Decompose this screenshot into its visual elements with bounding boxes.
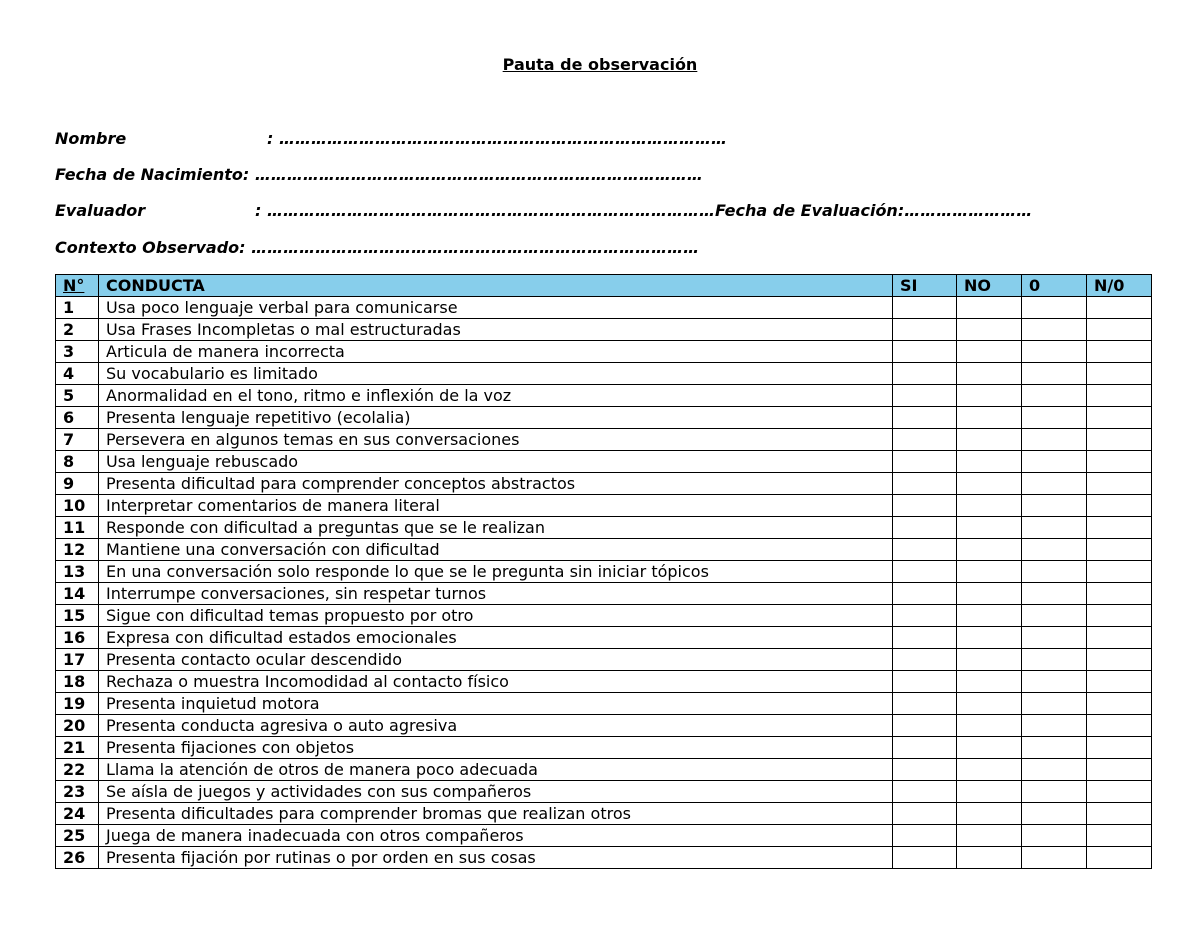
row-check-si[interactable] bbox=[893, 429, 957, 451]
field-evaluador-sep: : bbox=[255, 201, 262, 220]
row-check-si[interactable] bbox=[893, 319, 957, 341]
row-check-si[interactable] bbox=[893, 693, 957, 715]
row-check-0[interactable] bbox=[1022, 803, 1087, 825]
row-check-si[interactable] bbox=[893, 341, 957, 363]
row-check-0[interactable] bbox=[1022, 715, 1087, 737]
field-evaluador-dots[interactable]: ………………………………………………………………………… bbox=[266, 201, 715, 220]
row-check-si[interactable] bbox=[893, 715, 957, 737]
row-check-no[interactable] bbox=[957, 363, 1022, 385]
table-row bbox=[56, 649, 1152, 671]
row-check-0[interactable] bbox=[1022, 693, 1087, 715]
row-check-no[interactable] bbox=[957, 429, 1022, 451]
row-check-no[interactable] bbox=[957, 451, 1022, 473]
row-check-no[interactable] bbox=[957, 825, 1022, 847]
table-row bbox=[56, 495, 1152, 517]
header-n0: N/0 bbox=[1087, 275, 1152, 297]
row-number: 13 bbox=[56, 561, 99, 583]
row-conducta: Sigue con dificultad temas propuesto por otro bbox=[99, 605, 893, 627]
row-number: 15 bbox=[56, 605, 99, 627]
row-check-0[interactable] bbox=[1022, 451, 1087, 473]
table-header-row bbox=[56, 275, 1152, 297]
row-check-n0[interactable] bbox=[1087, 517, 1152, 539]
row-conducta: Responde con dificultad a preguntas que se le realizan bbox=[99, 517, 893, 539]
table-row bbox=[56, 363, 1152, 385]
table-row bbox=[56, 297, 1152, 319]
row-check-si[interactable] bbox=[893, 627, 957, 649]
row-check-no[interactable] bbox=[957, 561, 1022, 583]
row-check-n0[interactable] bbox=[1087, 781, 1152, 803]
row-conducta: Persevera en algunos temas en sus conversaciones bbox=[99, 429, 893, 451]
row-check-0[interactable] bbox=[1022, 561, 1087, 583]
header-numero: N° bbox=[56, 275, 99, 297]
row-check-no[interactable] bbox=[957, 737, 1022, 759]
row-check-si[interactable] bbox=[893, 583, 957, 605]
row-check-n0[interactable] bbox=[1087, 583, 1152, 605]
row-check-0[interactable] bbox=[1022, 385, 1087, 407]
table-row bbox=[56, 627, 1152, 649]
row-check-n0[interactable] bbox=[1087, 649, 1152, 671]
row-check-no[interactable] bbox=[957, 847, 1022, 869]
row-check-no[interactable] bbox=[957, 495, 1022, 517]
table-row bbox=[56, 341, 1152, 363]
row-check-si[interactable] bbox=[893, 781, 957, 803]
row-check-n0[interactable] bbox=[1087, 341, 1152, 363]
row-check-si[interactable] bbox=[893, 759, 957, 781]
row-check-si[interactable] bbox=[893, 737, 957, 759]
row-check-0[interactable] bbox=[1022, 429, 1087, 451]
table-row bbox=[56, 693, 1152, 715]
field-contexto-dots[interactable]: ………………………………………………………………………… bbox=[251, 238, 700, 257]
row-check-n0[interactable] bbox=[1087, 473, 1152, 495]
row-check-n0[interactable] bbox=[1087, 363, 1152, 385]
row-check-si[interactable] bbox=[893, 473, 957, 495]
row-check-si[interactable] bbox=[893, 517, 957, 539]
row-check-n0[interactable] bbox=[1087, 385, 1152, 407]
row-check-no[interactable] bbox=[957, 319, 1022, 341]
row-check-n0[interactable] bbox=[1087, 297, 1152, 319]
row-conducta: Juega de manera inadecuada con otros compañeros bbox=[99, 825, 893, 847]
field-nombre-sep: : bbox=[267, 129, 274, 148]
row-check-si[interactable] bbox=[893, 825, 957, 847]
row-check-n0[interactable] bbox=[1087, 451, 1152, 473]
field-evaluador[interactable] bbox=[55, 201, 1032, 221]
row-conducta: Rechaza o muestra Incomodidad al contacto físico bbox=[99, 671, 893, 693]
row-check-no[interactable] bbox=[957, 627, 1022, 649]
row-conducta: Presenta conducta agresiva o auto agresiva bbox=[99, 715, 893, 737]
row-check-no[interactable] bbox=[957, 781, 1022, 803]
row-conducta: Usa lenguaje rebuscado bbox=[99, 451, 893, 473]
row-check-n0[interactable] bbox=[1087, 671, 1152, 693]
row-number: 11 bbox=[56, 517, 99, 539]
row-check-0[interactable] bbox=[1022, 407, 1087, 429]
row-number: 8 bbox=[56, 451, 99, 473]
row-check-0[interactable] bbox=[1022, 297, 1087, 319]
row-conducta: Su vocabulario es limitado bbox=[99, 363, 893, 385]
row-conducta: Usa poco lenguaje verbal para comunicarse bbox=[99, 297, 893, 319]
row-check-no[interactable] bbox=[957, 803, 1022, 825]
row-number: 12 bbox=[56, 539, 99, 561]
row-check-no[interactable] bbox=[957, 539, 1022, 561]
row-conducta: Presenta lenguaje repetitivo (ecolalia) bbox=[99, 407, 893, 429]
row-check-no[interactable] bbox=[957, 671, 1022, 693]
row-check-no[interactable] bbox=[957, 759, 1022, 781]
row-number: 4 bbox=[56, 363, 99, 385]
row-check-0[interactable] bbox=[1022, 759, 1087, 781]
table-row bbox=[56, 385, 1152, 407]
table-row bbox=[56, 539, 1152, 561]
row-check-0[interactable] bbox=[1022, 627, 1087, 649]
row-check-no[interactable] bbox=[957, 473, 1022, 495]
row-check-0[interactable] bbox=[1022, 583, 1087, 605]
field-nacimiento[interactable] bbox=[55, 165, 703, 185]
row-check-0[interactable] bbox=[1022, 473, 1087, 495]
table-row bbox=[56, 715, 1152, 737]
row-check-si[interactable] bbox=[893, 803, 957, 825]
row-check-n0[interactable] bbox=[1087, 319, 1152, 341]
row-check-0[interactable] bbox=[1022, 341, 1087, 363]
row-check-si[interactable] bbox=[893, 297, 957, 319]
row-check-n0[interactable] bbox=[1087, 627, 1152, 649]
row-number: 24 bbox=[56, 803, 99, 825]
row-check-n0[interactable] bbox=[1087, 759, 1152, 781]
field-fecha-evaluacion-dots[interactable]: …………………… bbox=[904, 201, 1033, 220]
row-check-si[interactable] bbox=[893, 451, 957, 473]
row-number: 9 bbox=[56, 473, 99, 495]
row-check-si[interactable] bbox=[893, 363, 957, 385]
row-check-0[interactable] bbox=[1022, 495, 1087, 517]
field-contexto[interactable] bbox=[55, 238, 699, 258]
table-row bbox=[56, 473, 1152, 495]
field-nombre-label: Nombre bbox=[55, 129, 127, 148]
table-row bbox=[56, 429, 1152, 451]
row-check-no[interactable] bbox=[957, 605, 1022, 627]
observation-table bbox=[55, 274, 1152, 869]
table-row bbox=[56, 825, 1152, 847]
field-evaluador-label: Evaluador bbox=[55, 201, 146, 220]
table-body bbox=[56, 297, 1152, 869]
table-row bbox=[56, 759, 1152, 781]
row-check-no[interactable] bbox=[957, 583, 1022, 605]
row-check-0[interactable] bbox=[1022, 605, 1087, 627]
row-check-n0[interactable] bbox=[1087, 825, 1152, 847]
row-check-no[interactable] bbox=[957, 693, 1022, 715]
row-number: 2 bbox=[56, 319, 99, 341]
row-number: 7 bbox=[56, 429, 99, 451]
row-check-0[interactable] bbox=[1022, 649, 1087, 671]
row-number: 16 bbox=[56, 627, 99, 649]
row-check-n0[interactable] bbox=[1087, 561, 1152, 583]
row-number: 21 bbox=[56, 737, 99, 759]
row-conducta: Llama la atención de otros de manera poco adecuada bbox=[99, 759, 893, 781]
row-conducta: Presenta dificultades para comprender bromas que realizan otros bbox=[99, 803, 893, 825]
row-check-n0[interactable] bbox=[1087, 803, 1152, 825]
row-check-si[interactable] bbox=[893, 407, 957, 429]
row-conducta: Interrumpe conversaciones, sin respetar turnos bbox=[99, 583, 893, 605]
row-conducta: Articula de manera incorrecta bbox=[99, 341, 893, 363]
row-conducta: Se aísla de juegos y actividades con sus compañeros bbox=[99, 781, 893, 803]
row-conducta: Interpretar comentarios de manera literal bbox=[99, 495, 893, 517]
table-row bbox=[56, 451, 1152, 473]
table-row bbox=[56, 319, 1152, 341]
row-check-si[interactable] bbox=[893, 385, 957, 407]
header-si: SI bbox=[893, 275, 957, 297]
row-conducta: Usa Frases Incompletas o mal estructuradas bbox=[99, 319, 893, 341]
table-row bbox=[56, 781, 1152, 803]
row-check-si[interactable] bbox=[893, 649, 957, 671]
row-number: 3 bbox=[56, 341, 99, 363]
row-conducta: Presenta fijaciones con objetos bbox=[99, 737, 893, 759]
table-row bbox=[56, 561, 1152, 583]
row-check-n0[interactable] bbox=[1087, 693, 1152, 715]
row-check-si[interactable] bbox=[893, 561, 957, 583]
field-nombre[interactable] bbox=[55, 129, 727, 149]
row-conducta: Presenta contacto ocular descendido bbox=[99, 649, 893, 671]
row-conducta: Presenta dificultad para comprender conceptos abstractos bbox=[99, 473, 893, 495]
table-row bbox=[56, 671, 1152, 693]
row-check-0[interactable] bbox=[1022, 781, 1087, 803]
row-check-no[interactable] bbox=[957, 649, 1022, 671]
row-conducta: En una conversación solo responde lo que se le pregunta sin iniciar tópicos bbox=[99, 561, 893, 583]
table-row bbox=[56, 605, 1152, 627]
field-contexto-label: Contexto Observado: bbox=[55, 238, 246, 257]
row-number: 6 bbox=[56, 407, 99, 429]
field-nacimiento-dots[interactable]: ………………………………………………………………………… bbox=[254, 165, 703, 184]
row-check-0[interactable] bbox=[1022, 319, 1087, 341]
row-check-no[interactable] bbox=[957, 715, 1022, 737]
row-check-n0[interactable] bbox=[1087, 539, 1152, 561]
field-nombre-dots[interactable]: ………………………………………………………………………… bbox=[278, 129, 727, 148]
row-check-no[interactable] bbox=[957, 407, 1022, 429]
header-no: NO bbox=[957, 275, 1022, 297]
row-conducta: Anormalidad en el tono, ritmo e inflexión de la voz bbox=[99, 385, 893, 407]
row-check-n0[interactable] bbox=[1087, 429, 1152, 451]
table-row bbox=[56, 583, 1152, 605]
row-check-no[interactable] bbox=[957, 385, 1022, 407]
row-check-si[interactable] bbox=[893, 671, 957, 693]
row-number: 26 bbox=[56, 847, 99, 869]
row-check-0[interactable] bbox=[1022, 363, 1087, 385]
field-nacimiento-label: Fecha de Nacimiento: bbox=[55, 165, 250, 184]
field-fecha-evaluacion-label: Fecha de Evaluación: bbox=[714, 201, 905, 220]
row-number: 23 bbox=[56, 781, 99, 803]
row-conducta: Presenta fijación por rutinas o por orden en sus cosas bbox=[99, 847, 893, 869]
row-check-si[interactable] bbox=[893, 539, 957, 561]
row-check-0[interactable] bbox=[1022, 737, 1087, 759]
table-row bbox=[56, 407, 1152, 429]
row-number: 18 bbox=[56, 671, 99, 693]
row-check-0[interactable] bbox=[1022, 517, 1087, 539]
row-number: 14 bbox=[56, 583, 99, 605]
row-check-no[interactable] bbox=[957, 297, 1022, 319]
row-conducta: Presenta inquietud motora bbox=[99, 693, 893, 715]
row-check-no[interactable] bbox=[957, 517, 1022, 539]
row-check-0[interactable] bbox=[1022, 847, 1087, 869]
row-check-n0[interactable] bbox=[1087, 605, 1152, 627]
table-row bbox=[56, 737, 1152, 759]
row-check-n0[interactable] bbox=[1087, 737, 1152, 759]
row-number: 20 bbox=[56, 715, 99, 737]
row-check-si[interactable] bbox=[893, 605, 957, 627]
header-conducta: CONDUCTA bbox=[99, 275, 893, 297]
row-number: 22 bbox=[56, 759, 99, 781]
table-row bbox=[56, 803, 1152, 825]
row-check-0[interactable] bbox=[1022, 671, 1087, 693]
table-row bbox=[56, 847, 1152, 869]
row-check-si[interactable] bbox=[893, 847, 957, 869]
row-check-n0[interactable] bbox=[1087, 495, 1152, 517]
row-check-no[interactable] bbox=[957, 341, 1022, 363]
row-number: 5 bbox=[56, 385, 99, 407]
document-title: Pauta de observación bbox=[502, 55, 698, 74]
row-number: 17 bbox=[56, 649, 99, 671]
row-check-0[interactable] bbox=[1022, 539, 1087, 561]
table-row bbox=[56, 517, 1152, 539]
row-number: 10 bbox=[56, 495, 99, 517]
row-number: 1 bbox=[56, 297, 99, 319]
row-check-n0[interactable] bbox=[1087, 715, 1152, 737]
row-conducta: Expresa con dificultad estados emocionales bbox=[99, 627, 893, 649]
row-conducta: Mantiene una conversación con dificultad bbox=[99, 539, 893, 561]
row-check-0[interactable] bbox=[1022, 825, 1087, 847]
row-number: 19 bbox=[56, 693, 99, 715]
row-check-si[interactable] bbox=[893, 495, 957, 517]
row-number: 25 bbox=[56, 825, 99, 847]
row-check-n0[interactable] bbox=[1087, 847, 1152, 869]
header-0: 0 bbox=[1022, 275, 1087, 297]
row-check-n0[interactable] bbox=[1087, 407, 1152, 429]
